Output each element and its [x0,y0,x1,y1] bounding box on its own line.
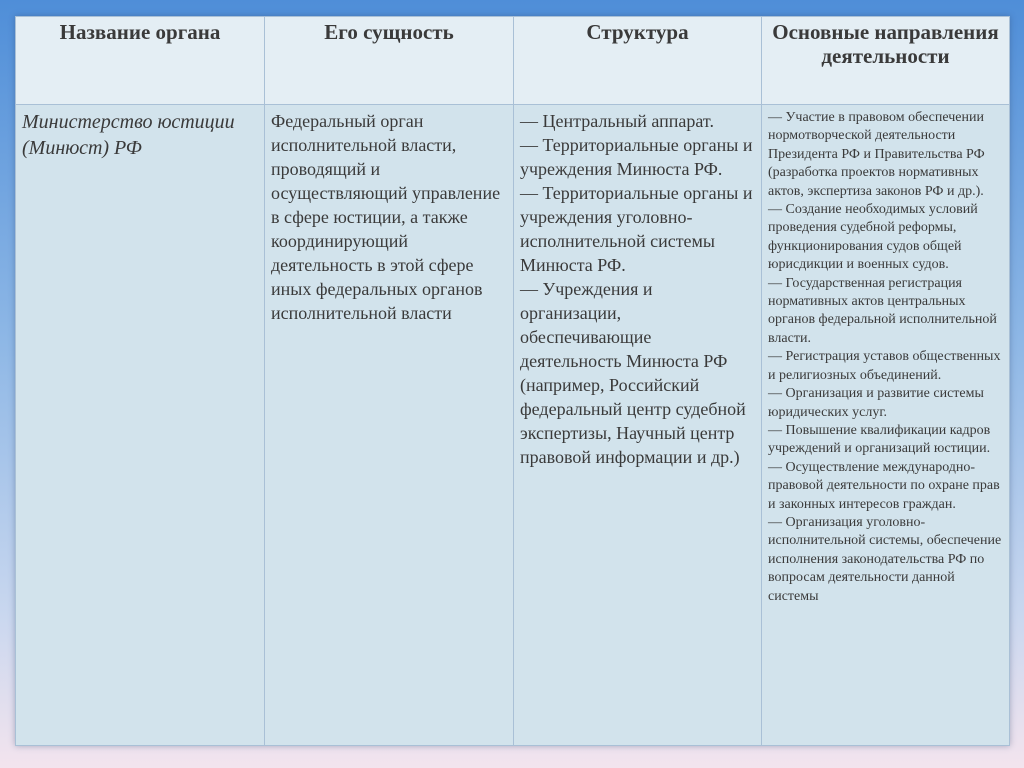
header-structure: Структура [514,17,762,105]
cell-structure [514,105,762,746]
structure-item: — Территориальные органы и учреждения Минюста РФ. [520,135,753,179]
direction-item: — Организация и развитие системы юридических услуг. [768,386,984,420]
ministry-table [15,16,1010,746]
direction-item: — Осуществление международно-правовой деятельности по охране прав и законных интересов граждан. [768,459,1000,512]
structure-item: — Учреждения и организации, обеспечивающие деятельность Минюста РФ (например, Российский федеральный центр судебной экспертизы, Научный центр правовой информации и др.) [520,279,746,467]
cell-directions [762,105,1010,746]
table-row [16,105,1010,746]
structure-item: — Центральный аппарат. [520,111,714,131]
direction-item: — Участие в правовом обеспечении нормотворческой деятельности Президента РФ и Правительства РФ (разработка проектов нормативных актов, экспертиза законов РФ и др.). [768,110,985,199]
direction-item: — Государственная регистрация нормативных актов центральных органов федеральной исполнительной власти. [768,275,997,346]
direction-item: — Регистрация уставов общественных и религиозных объединений. [768,349,1001,383]
header-essence: Его сущность [265,17,514,105]
header-row [16,17,1010,105]
direction-item: — Повышение квалификации кадров учреждений и организаций юстиции. [768,422,991,457]
cell-name: Министерство юстиции (Минюст) РФ [16,105,265,746]
cell-essence: Федеральный орган исполнительной власти, проводящий и осуществляющий управление в сфере юстиции, а также координирующий деятельность в этой сфере иных федеральных органов исполнительной власти [265,105,514,746]
direction-item: — Организация уголовно-исполнительной системы, обеспечение исполнения законодательства РФ по вопросам деятельности данной системы [768,514,1002,604]
structure-item: — Территориальные органы и учреждения уголовно-исполнительной системы Минюста РФ. [520,183,753,275]
header-name: Название органа [16,17,265,105]
header-directions: Основные направления деятельности [762,17,1010,105]
direction-item: — Создание необходимых условий проведения судебной реформы, функционирования судов общей юрисдикции и военных судов. [768,202,978,273]
